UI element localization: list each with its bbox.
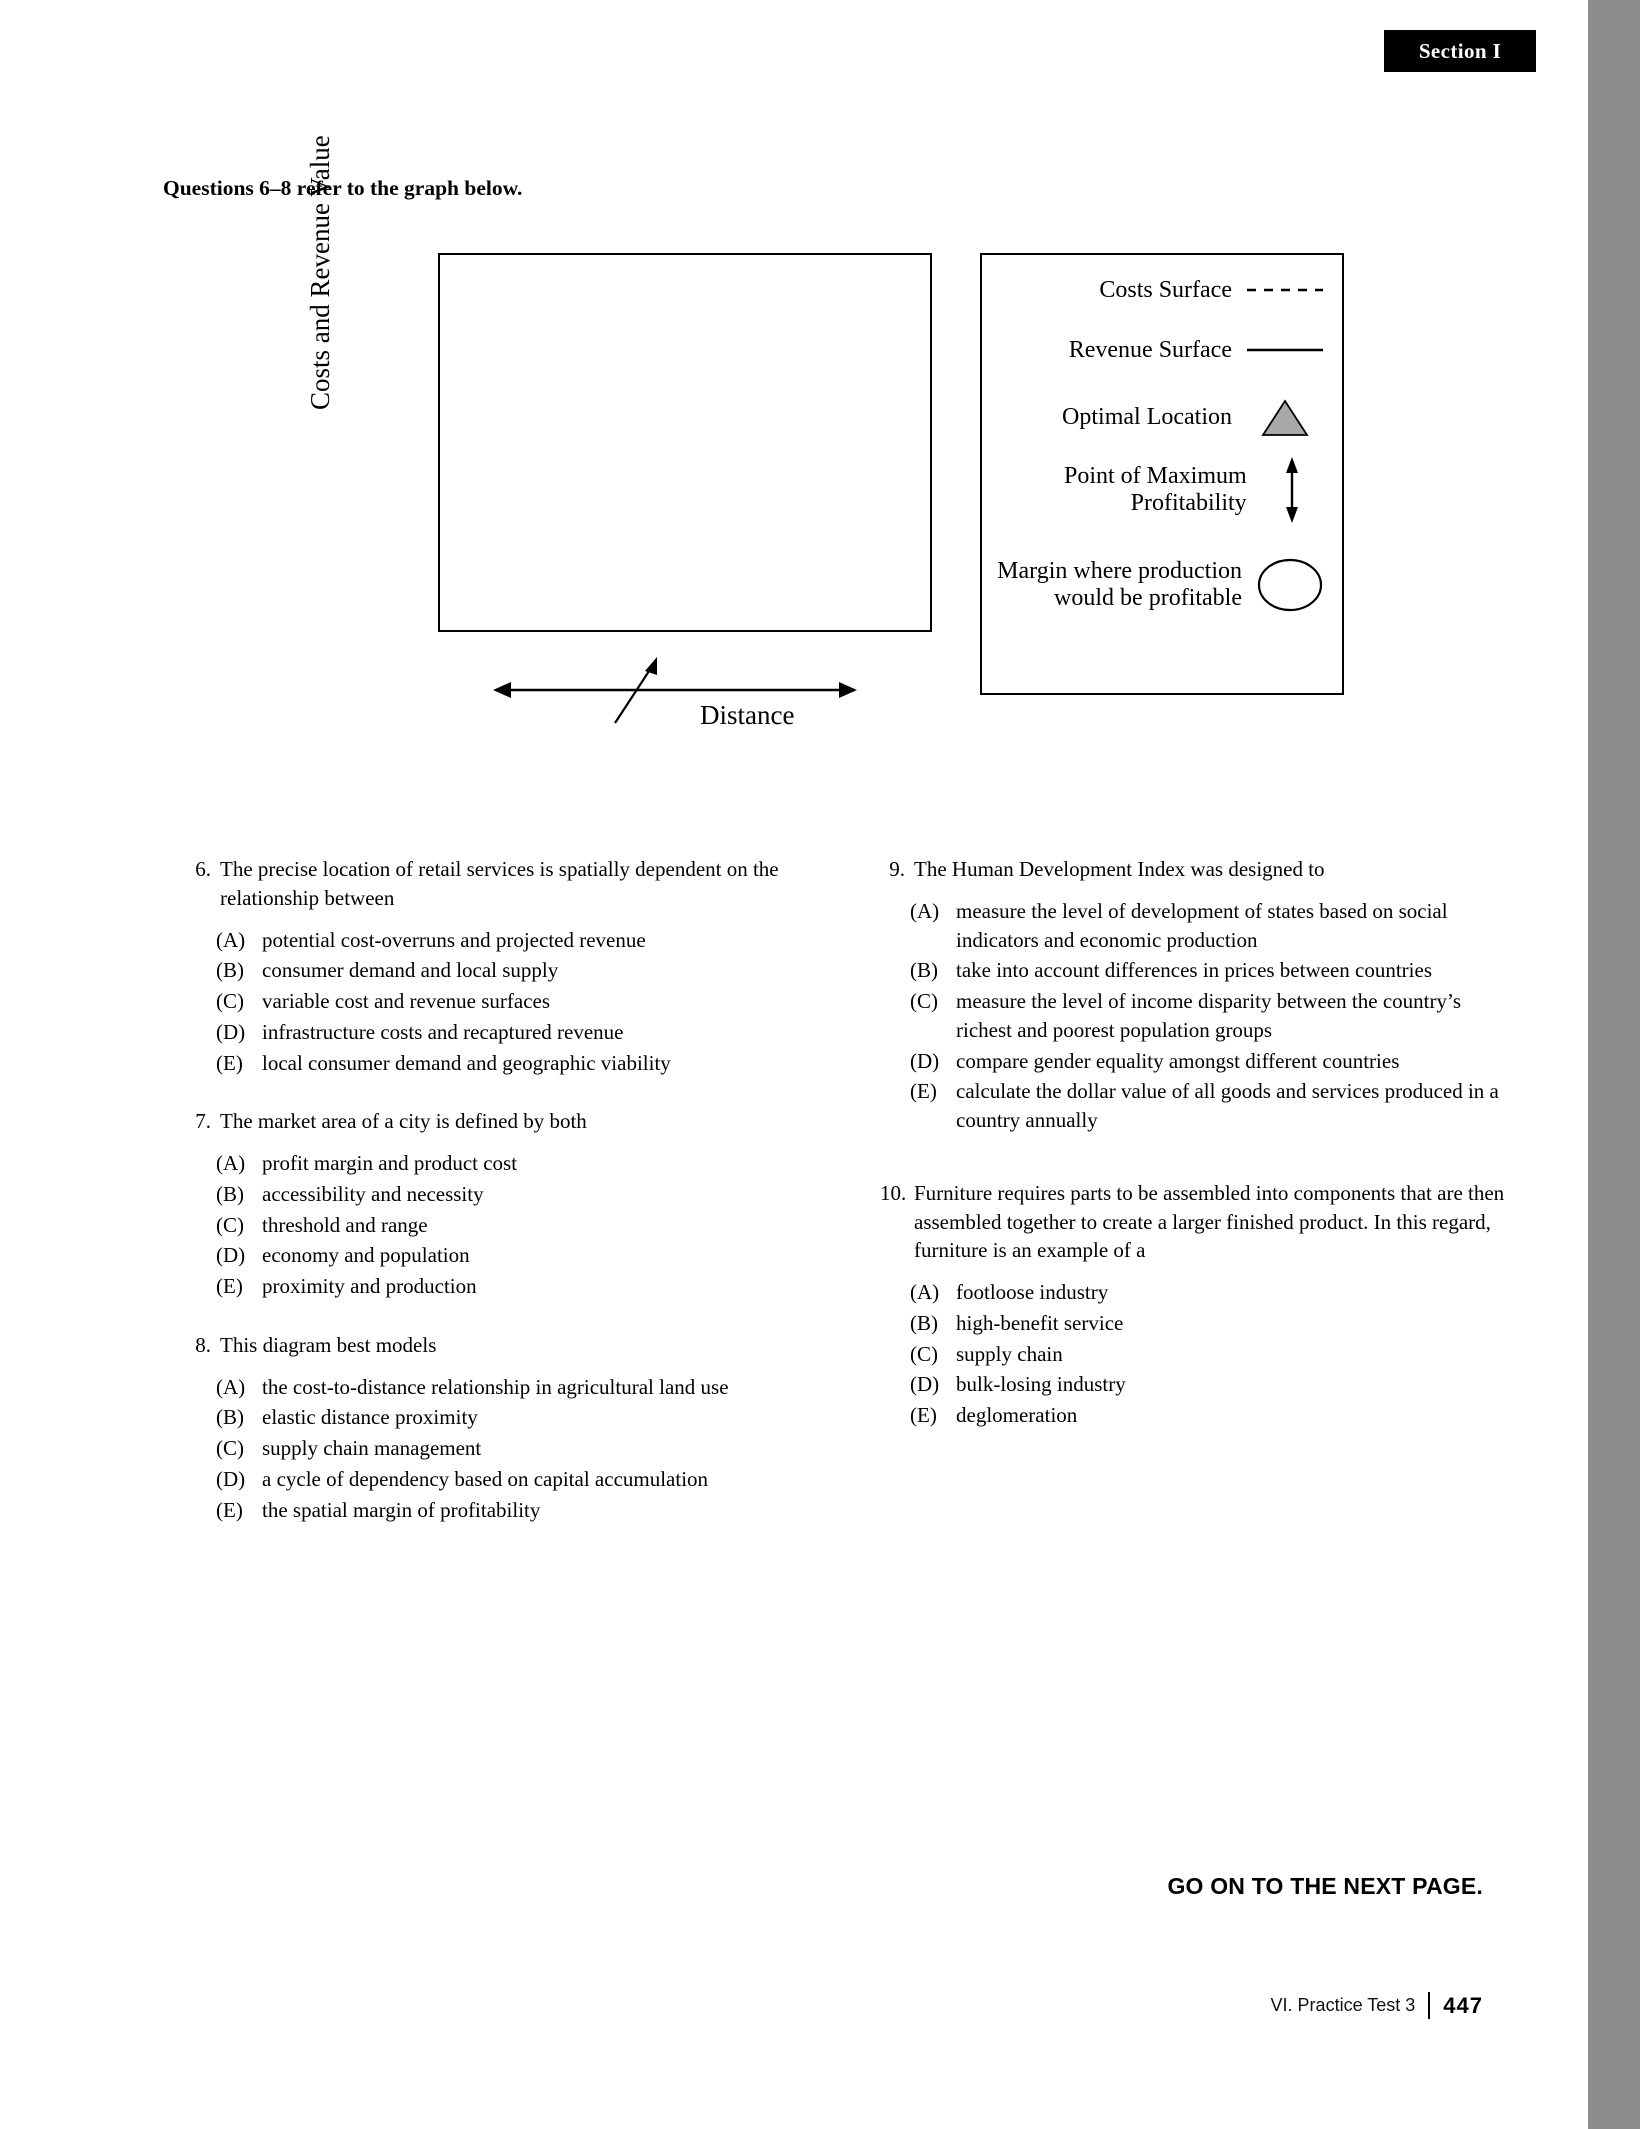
y-axis-label: Costs and Revenue Value [305, 135, 335, 410]
question-10 [880, 1179, 1520, 1430]
choice-letter: (C) [910, 1341, 938, 1366]
legend-label: Revenue Surface [1068, 337, 1232, 363]
choice-d[interactable] [216, 1465, 796, 1494]
right-gutter-band [1588, 0, 1640, 2129]
choice-letter: (E) [910, 1079, 937, 1104]
question-7 [186, 1107, 796, 1301]
choice-letter: (D) [216, 1243, 246, 1268]
triangle-icon [1242, 395, 1328, 439]
page-footer [1271, 1992, 1483, 2019]
choice-text: high-benefit service [956, 1310, 1124, 1335]
choice-text: deglomeration [956, 1403, 1078, 1428]
choice-text: compare gender equality amongst different countries [956, 1048, 1400, 1073]
choice-text: proximity and production [262, 1274, 477, 1299]
x-axis-label: Distance [700, 700, 795, 730]
section-tab: Section I [1384, 30, 1536, 72]
footer-divider [1428, 1992, 1430, 2019]
legend-label: Margin where production would be profitable [997, 558, 1242, 611]
legend-item-revenue-surface [994, 337, 1328, 364]
question-number: 8. [195, 1332, 211, 1357]
questions-column-left [186, 855, 796, 1555]
choice-a[interactable] [216, 1149, 796, 1178]
choice-letter: (A) [910, 1280, 940, 1305]
questions-instruction: Questions 6–8 refer to the graph below. [163, 176, 523, 200]
choice-letter: (C) [216, 1212, 244, 1237]
choice-text: take into account differences in prices between countries [956, 958, 1432, 983]
legend-item-costs-surface [994, 277, 1328, 304]
choice-e[interactable] [216, 1496, 796, 1525]
page-number: 447 [1443, 1992, 1483, 2018]
choice-e[interactable] [910, 1401, 1520, 1430]
question-text: Furniture requires parts to be assembled into components that are then assembled together to create a larger finished product. In this regard, furniture is an example of a [914, 1180, 1505, 1263]
choice-e[interactable] [216, 1272, 796, 1301]
choice-text: footloose industry [956, 1280, 1109, 1305]
question-number: 6. [195, 857, 211, 881]
choice-text: variable cost and revenue surfaces [262, 989, 551, 1014]
legend-label: Costs Surface [1099, 277, 1232, 303]
choice-letter: (A) [910, 898, 940, 923]
choice-c[interactable] [216, 1434, 796, 1463]
question-8 [186, 1331, 796, 1525]
choice-d[interactable] [910, 1370, 1520, 1399]
plot-area-border [438, 253, 932, 632]
choice-e[interactable] [216, 1049, 796, 1078]
choice-text: the spatial margin of profitability [262, 1497, 541, 1522]
choice-a[interactable] [216, 1373, 796, 1402]
double-arrow-icon [1257, 455, 1328, 525]
choice-b[interactable] [216, 956, 796, 985]
choice-c[interactable] [216, 1211, 796, 1240]
choice-text: infrastructure costs and recaptured revenue [262, 1019, 624, 1044]
question-text: The precise location of retail services is spatially dependent on the relationship between [220, 857, 779, 910]
choice-letter: (B) [910, 958, 938, 983]
dashed-line-icon [1242, 284, 1328, 296]
question-number: 9. [889, 857, 905, 881]
choice-c[interactable] [910, 987, 1520, 1045]
question-9 [880, 855, 1520, 1135]
question-text: The Human Development Index was designed to [914, 857, 1325, 881]
choice-text: measure the level of development of states based on social indicators and economic production [956, 898, 1448, 952]
choice-b[interactable] [216, 1180, 796, 1209]
choice-b[interactable] [216, 1403, 796, 1432]
choice-text: supply chain [956, 1341, 1063, 1366]
choice-d[interactable] [216, 1241, 796, 1270]
choice-letter: (C) [910, 989, 938, 1014]
choice-b[interactable] [910, 956, 1520, 985]
choice-text: potential cost-overruns and projected revenue [262, 927, 646, 952]
choice-text: consumer demand and local supply [262, 958, 559, 983]
choice-letter: (D) [910, 1048, 940, 1073]
choice-letter: (E) [910, 1403, 937, 1428]
choice-letter: (E) [216, 1497, 243, 1522]
choice-d[interactable] [216, 1018, 796, 1047]
choice-letter: (E) [216, 1050, 243, 1075]
legend-item-optimal-location [994, 395, 1328, 439]
question-stem [186, 1331, 796, 1360]
choice-letter: (B) [216, 1181, 244, 1206]
choice-text: accessibility and necessity [262, 1181, 484, 1206]
choice-text: a cycle of dependency based on capital accumulation [262, 1467, 709, 1492]
choice-letter: (A) [216, 927, 246, 952]
choice-letter: (D) [910, 1372, 940, 1397]
choice-c[interactable] [910, 1340, 1520, 1369]
choice-letter: (C) [216, 1436, 244, 1461]
question-number: 7. [195, 1109, 211, 1134]
choice-text: economy and population [262, 1243, 470, 1268]
choice-letter: (A) [216, 1374, 246, 1399]
choice-a[interactable] [216, 926, 796, 955]
question-stem [186, 855, 796, 913]
choice-letter: (D) [216, 1019, 246, 1044]
choice-letter: (C) [216, 989, 244, 1014]
choice-letter: (D) [216, 1467, 246, 1492]
questions-column-right [880, 855, 1520, 1460]
choice-c[interactable] [216, 987, 796, 1016]
choice-text: measure the level of income disparity between the country’s richest and poorest population groups [956, 989, 1461, 1042]
choice-a[interactable] [910, 1278, 1520, 1307]
choice-letter: (E) [216, 1274, 243, 1299]
distance-axis [485, 645, 885, 735]
question-6 [186, 855, 796, 1077]
ellipse-icon [1252, 553, 1328, 617]
choice-text: calculate the dollar value of all goods and services produced in a country annually [956, 1079, 1499, 1133]
choice-text: supply chain management [262, 1436, 482, 1461]
legend-item-profitable-margin [994, 553, 1328, 617]
go-on-notice: GO ON TO THE NEXT PAGE. [1167, 1873, 1483, 1899]
choice-text: bulk-losing industry [956, 1372, 1126, 1397]
footer-section-label: VI. Practice Test 3 [1270, 1995, 1416, 2015]
question-number: 10. [880, 1180, 907, 1205]
legend-item-max-profitability [994, 455, 1328, 525]
choice-letter: (B) [216, 958, 244, 983]
legend-label: Optimal Location [1062, 403, 1232, 430]
legend-label: Point of Maximum Profitability [1064, 463, 1247, 516]
choice-text: profit margin and product cost [262, 1151, 518, 1176]
choice-b[interactable] [910, 1309, 1520, 1338]
choice-letter: (A) [216, 1151, 246, 1176]
question-stem [880, 1179, 1520, 1265]
choice-text: threshold and range [262, 1212, 428, 1237]
question-stem [880, 855, 1520, 884]
choice-a[interactable] [910, 897, 1520, 955]
choice-letter: (B) [910, 1310, 938, 1335]
choice-d[interactable] [910, 1047, 1520, 1076]
choice-e[interactable] [910, 1077, 1520, 1135]
choice-text: elastic distance proximity [262, 1405, 478, 1430]
solid-line-icon [1242, 344, 1328, 356]
question-text: This diagram best models [220, 1332, 437, 1357]
question-stem [186, 1107, 796, 1136]
choice-text: the cost-to-distance relationship in agricultural land use [262, 1374, 729, 1399]
choice-letter: (B) [216, 1405, 244, 1430]
question-text: The market area of a city is defined by both [220, 1109, 587, 1134]
legend-box [980, 253, 1344, 695]
choice-text: local consumer demand and geographic viability [262, 1050, 671, 1075]
